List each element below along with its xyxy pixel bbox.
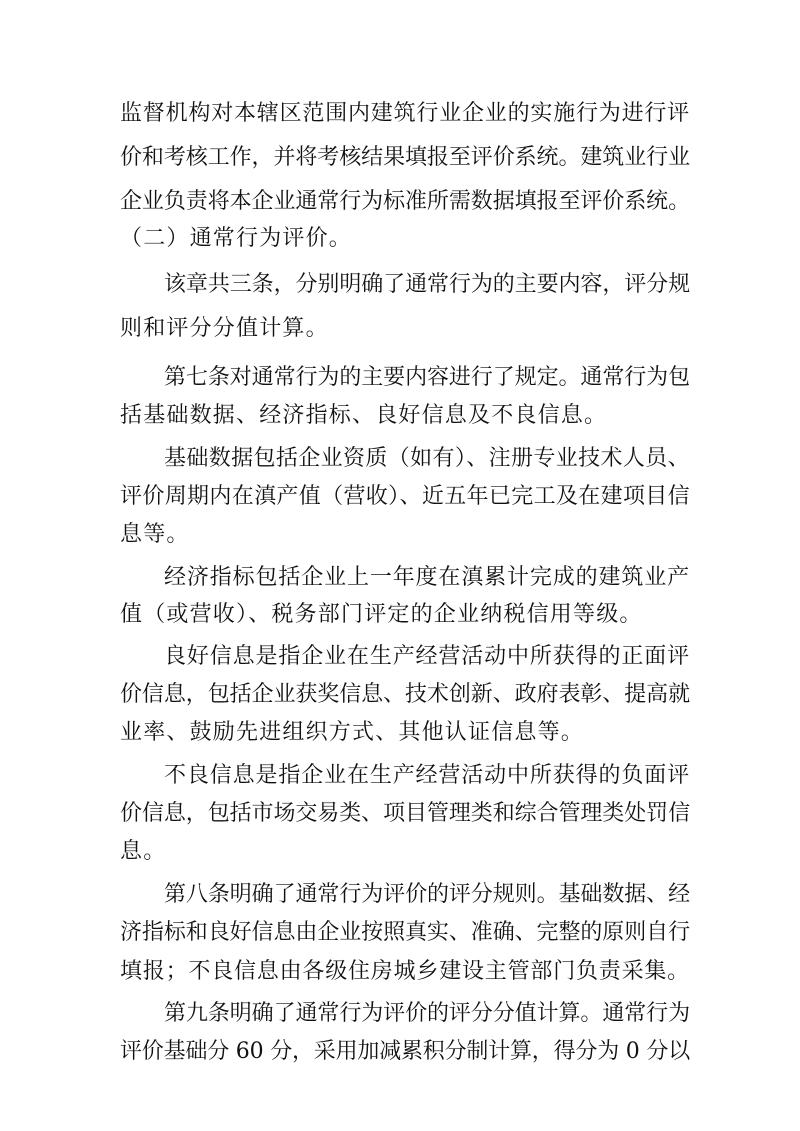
text-line: 业率、鼓励先进组织方式、其他认证信息等。 xyxy=(120,720,585,745)
text-line: 价和考核工作，并将考核结果填报至评价系统。建筑业行业 xyxy=(120,145,690,170)
text-line: 评价周期内在滇产值（营收）、近五年已完工及在建项目信 xyxy=(120,484,690,509)
text-line: 括基础数据、经济指标、良好信息及不良信息。 xyxy=(120,403,608,428)
text-line: 企业负责将本企业通常行为标准所需数据填报至评价系统。 xyxy=(120,189,690,214)
text-line: 良好信息是指企业在生产经营活动中所获得的正面评 xyxy=(164,644,690,669)
text-line: 值（或营收）、税务部门评定的企业纳税信用等级。 xyxy=(120,602,643,627)
text-line: 基础数据包括企业资质（如有）、注册专业技术人员、 xyxy=(164,446,690,471)
text-line: 监督机构对本辖区范围内建筑行业企业的实施行为进行评 xyxy=(120,101,690,126)
text-line: 息等。 xyxy=(120,522,190,547)
text-line: 价信息，包括企业获奖信息、技术创新、政府表彰、提高就 xyxy=(120,682,690,707)
text-line: 则和评分分值计算。 xyxy=(120,316,329,341)
text-line: 济指标和良好信息由企业按照真实、准确、完整的原则自行 xyxy=(120,920,690,945)
text-line: 第八条明确了通常行为评价的评分规则。基础数据、经 xyxy=(164,882,690,907)
text-line: 经济指标包括企业上一年度在滇累计完成的建筑业产 xyxy=(164,565,690,590)
text-line: 价信息，包括市场交易类、项目管理类和综合管理类处罚信 xyxy=(120,801,690,826)
text-line: 不良信息是指企业在生产经营活动中所获得的负面评 xyxy=(164,763,690,788)
text-line: 填报；不良信息由各级住房城乡建设主管部门负责采集。 xyxy=(120,959,690,984)
text-line: 评价基础分 60 分，采用加减累积分制计算，得分为 0 分以 xyxy=(120,1039,690,1064)
text-line: 第七条对通常行为的主要内容进行了规定。通常行为包 xyxy=(164,365,690,390)
text-line: 息。 xyxy=(120,839,167,864)
text-line: 第九条明确了通常行为评价的评分分值计算。通常行为 xyxy=(164,1001,690,1026)
text-line: 该章共三条，分别明确了通常行为的主要内容，评分规 xyxy=(164,272,690,297)
section-heading: （二）通常行为评价。 xyxy=(120,226,353,251)
